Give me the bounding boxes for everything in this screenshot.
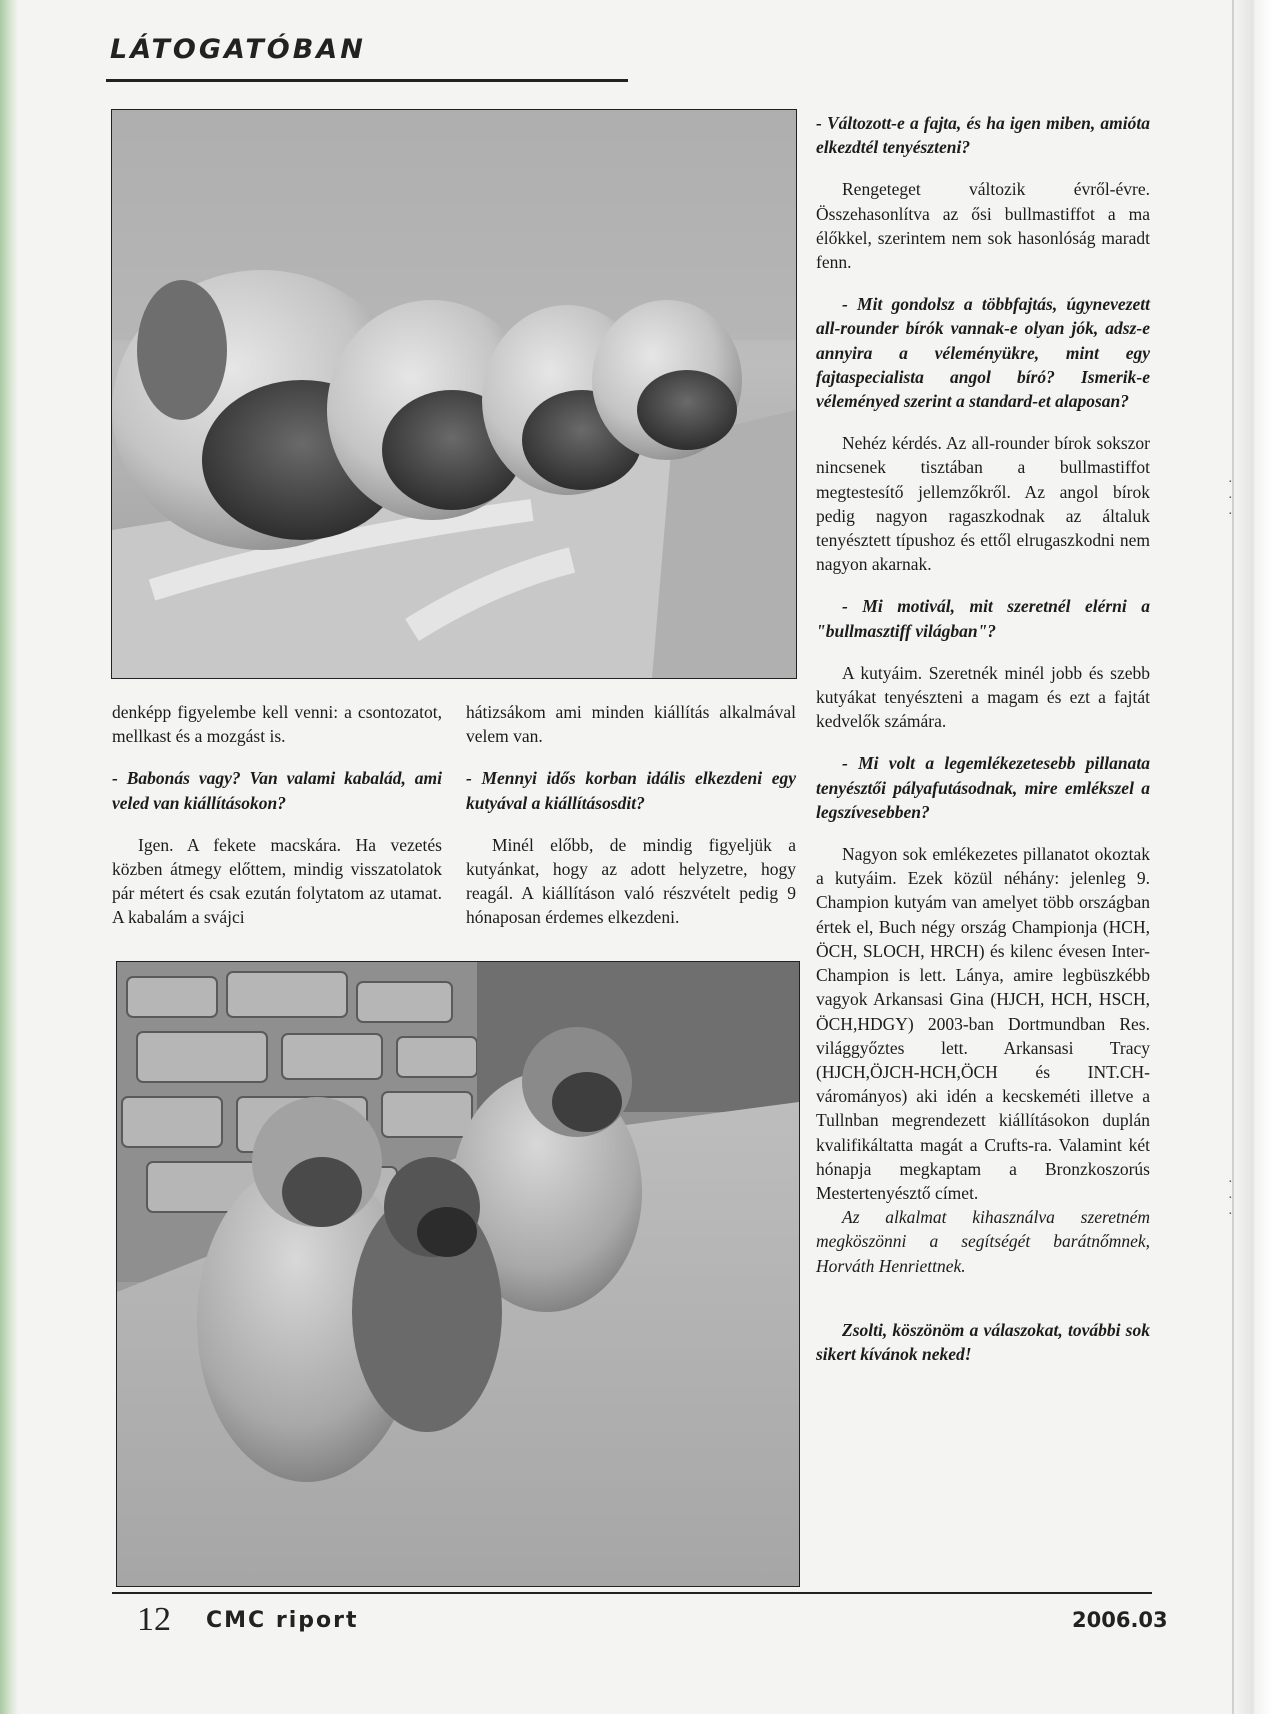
- paragraph: Igen. A fekete macskára. Ha vezetés közben átmegy előttem, mindig visszatolatok pár métert és csak ezután folytatom az utamat. A kabalám a svájci: [112, 834, 442, 928]
- interview-question: - Mi volt a legemlékezetesebb pillanata tenyésztői pályafutásodnak, mire emlékszel a legszívesebben?: [816, 753, 1150, 822]
- closing-remark: Zsolti, köszönöm a válaszokat, további sok sikert kívánok neked!: [816, 1319, 1150, 1364]
- text-column-right: [816, 111, 1150, 1366]
- acknowledgement: Az alkalmat kihasználva szeretném megköszönni a segítségét barátnőmnek, Horváth Henriettnek.: [816, 1207, 1150, 1276]
- interview-question: - Változott-e a fajta, és ha igen miben, amióta elkezdtél tenyészteni?: [816, 113, 1150, 158]
- text-column-middle: [466, 700, 796, 930]
- section-title: LÁTOGATÓBAN: [110, 34, 366, 65]
- page-fold-line: [1232, 0, 1234, 1714]
- paragraph: Nehéz kérdés. Az all-rounder bírok sokszor nincsenek tisztában a bullmastiffot megtestesítő jellemzőkről. Az angol bírok pedig nagyon ragaszkodnak az általuk tenyésztett típushoz és ettől elrugaszkodni nem nagyon akarnak.: [816, 433, 1150, 575]
- magazine-name: CMC riport: [206, 1608, 359, 1633]
- paragraph: Nagyon sok emlékezetes pillanatot okoztak a kutyáim. Ezek közül néhány: jelenleg 9. Champion kutyám van amelyet több országban értek el, Buch négy ország Championja (HCH, ÖCH, SLOCH, HRCH) és kilenc évesen Inter-Champion is lett. Lánya, amire legbüszkébb vagyok Arkansasi Gina (HJCH, HCH, HSCH, ÖCH,HDGY) 2003-ban Dortmundban Res. világgyőztes lett. Arkansasi Tracy (HJCH,ÖJCH-HCH,ÖCH és INT.CH-várományos) aki idén a kecskeméti illetve a Tullnban megrendezett kiállításokon duplán kvalifikáltatta magát a Crufts-ra. Valamint két hónapja megkaptam a Bronzkoszorús Mestertenyésztő címet.: [816, 844, 1150, 1203]
- paragraph: Minél előbb, de mindig figyeljük a kutyánkat, hogy az adott helyzetre, hogy reagál. A kiállításon való részvételt pedig 9 hónaposan érdemes elkezdeni.: [466, 834, 796, 928]
- margin-mark: · · ·: [1228, 475, 1233, 522]
- scan-edge-right: [1233, 0, 1273, 1714]
- paragraph: denképp figyelembe kell venni: a csontozatot, mellkast és a mozgást is.: [112, 702, 442, 747]
- photo-puppies-sleeping: [111, 109, 797, 679]
- paragraph: Rengeteget változik évről-évre. Összehasonlítva az ősi bullmastiffot a ma élőkkel, szerintem nem sok hasonlóság maradt fenn.: [816, 179, 1150, 273]
- scan-edge-left: [0, 0, 18, 1714]
- title-rule: [106, 79, 628, 82]
- paragraph: hátizsákom ami minden kiállítás alkalmával velem van.: [466, 702, 796, 747]
- interview-question: - Babonás vagy? Van valami kabalád, ami veled van kiállításokon?: [112, 768, 442, 813]
- margin-mark: · · ·: [1228, 1175, 1233, 1222]
- photo-three-bullmastiffs: [116, 961, 800, 1587]
- interview-question: - Mit gondolsz a többfajtás, úgynevezett all-rounder bírók vannak-e olyan jók, adsz-e annyira a véleményükre, mint egy fajtaspecialista angol bíró? Ismerik-e véleményed szerint a standard-et alaposan?: [816, 294, 1150, 412]
- interview-question: - Mi motivál, mit szeretnél elérni a "bullmasztiff világban"?: [816, 596, 1150, 641]
- paragraph: A kutyáim. Szeretnék minél jobb és szebb kutyákat tenyészteni a magam és ezt a fajtát kedvelők számára.: [816, 662, 1150, 732]
- page-number: 12: [137, 1601, 171, 1638]
- footer-rule: [112, 1592, 1152, 1594]
- issue-date: 2006.03: [1072, 1608, 1168, 1632]
- interview-question: - Mennyi idős korban idális elkezdeni egy kutyával a kiállításosdit?: [466, 768, 796, 813]
- text-column-left: [112, 700, 442, 930]
